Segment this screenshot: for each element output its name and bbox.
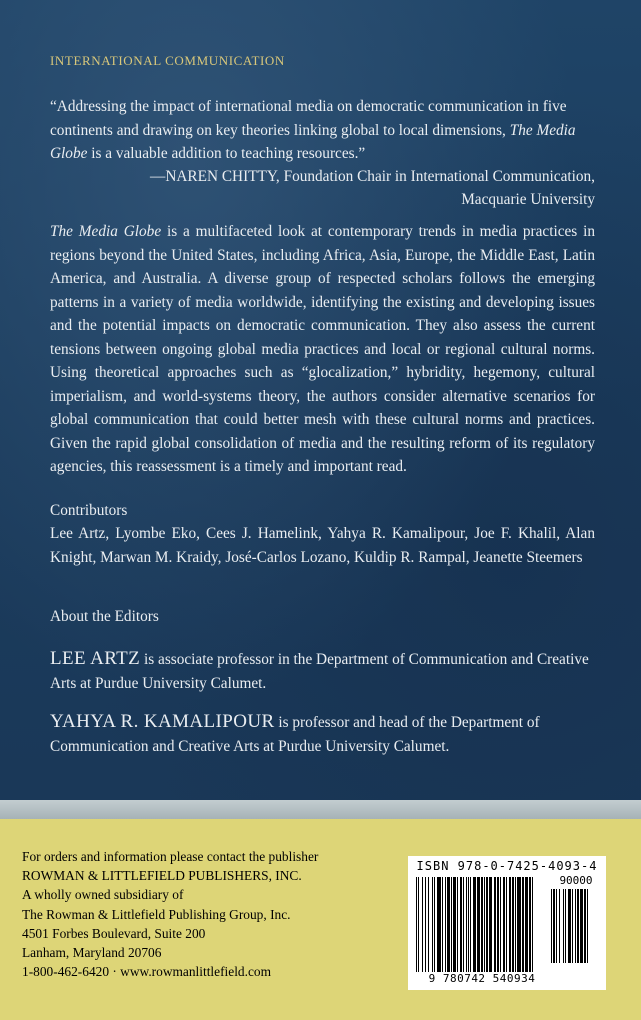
book-description — [50, 220, 595, 479]
barcode-bar — [453, 877, 456, 972]
quote-attribution: —NAREN CHITTY, Foundation Chair in International Communication, — [150, 168, 595, 185]
barcode-bar — [484, 877, 485, 972]
barcode-bar — [529, 877, 531, 972]
barcode-bar — [522, 877, 524, 972]
barcode-bar — [512, 877, 514, 972]
barcode-bar — [515, 877, 516, 972]
ean-digits: 9 780742 540934 — [428, 972, 536, 985]
barcode-bar — [416, 877, 417, 972]
barcode-bar — [447, 877, 450, 972]
barcode-bar — [481, 877, 483, 972]
barcode-bar — [437, 877, 441, 972]
barcode-bar — [580, 889, 583, 963]
quote-text-end: is a valuable addition to teaching resources.” — [87, 145, 366, 162]
contributors-heading: Contributors — [50, 502, 128, 519]
publisher-info — [22, 847, 318, 981]
barcode-bar — [577, 889, 579, 963]
barcode-bar — [425, 877, 426, 972]
publisher-phone-web: 1-800-462-6420 · www.rowmanlittlefield.com — [22, 964, 272, 980]
barcode-bar — [497, 877, 499, 972]
publisher-subsidiary-line: A wholly owned subsidiary of — [22, 887, 184, 903]
barcode-bar — [473, 877, 476, 972]
series-label: INTERNATIONAL COMMUNICATION — [50, 53, 285, 68]
barcode-bar — [486, 877, 488, 972]
barcode-bar — [460, 877, 462, 972]
contributors-list: Lee Artz, Lyombe Eko, Cees J. Hamelink, Yahya R. Kamalipour, Joe F. Khalil, Alan Knight, Marwan M. Kraidy, José-Carlos Lozano, Kuldip R. Rampal, Jeanette Steemers — [50, 525, 595, 566]
quote-book-title: The Media Globe — [50, 121, 576, 162]
editor-name: LEE ARTZ — [50, 648, 141, 669]
barcode-bars-icon — [416, 877, 546, 972]
quote-affiliation: Macquarie University — [461, 191, 595, 208]
barcode-bar — [575, 889, 576, 963]
barcode-bar — [422, 877, 423, 972]
barcode-bar — [463, 877, 464, 972]
barcode-bar — [494, 877, 496, 972]
publisher-group: The Rowman & Littlefield Publishing Group, Inc. — [22, 906, 291, 922]
editor-bio-text: is professor and head of the Department of Communication and Creative Arts at Purdue University Calumet. — [50, 714, 540, 755]
editor-bio — [50, 647, 595, 695]
barcode-bar — [559, 889, 560, 963]
barcode-bar — [489, 877, 492, 972]
barcode-bar — [572, 889, 573, 963]
barcode-bar — [587, 889, 588, 963]
barcode-bar — [532, 877, 533, 972]
barcode-bar — [568, 889, 571, 963]
barcode-bar — [503, 877, 505, 972]
publisher-name: ROWMAN & LITTLEFIELD PUBLISHERS, INC. — [22, 868, 302, 884]
barcode-bar — [451, 877, 452, 972]
publisher-street: 4501 Forbes Boulevard, Suite 200 — [22, 925, 206, 941]
description-text: is a multifaceted look at contemporary trends in media practices in regions beyond the United States, including Africa, Asia, Europe, the Middle East, Latin America, and Australia. A diverse group of respected scholars follows the emerging patterns in a variety of media worldwide, identifying the existing and developing issues and the potential impacts on democratic communication. They also assess the current tensions between ongoing global media practices and local or regional cultural norms. Using theoretical approaches such as “glocalization,” hybridity, hegemony, cultural imperialism, and world-systems theory, the authors consider alternative scenarios for global communication that could better mesh with these cultural norms and practices. Given the rapid global consolidation of media and the resulting reform of its regulatory agencies, this reassessment is a timely and important read. — [50, 223, 595, 475]
barcode-bar — [565, 889, 566, 963]
barcode-bar — [525, 877, 528, 972]
publisher-city: Lanham, Maryland 20706 — [22, 945, 162, 961]
editor-bio-text: is associate professor in the Department of Communication and Creative Arts at Purdue University Calumet. — [50, 651, 589, 692]
barcode-bar — [517, 877, 521, 972]
barcode-bar — [466, 877, 467, 972]
barcode-bar — [584, 889, 586, 963]
about-editors-heading: About the Editors — [50, 608, 159, 625]
barcode-bar — [428, 877, 429, 972]
barcode-addon-bars-icon — [551, 889, 599, 963]
barcode-bar — [477, 877, 480, 972]
barcode-bar — [418, 877, 419, 972]
barcode-bar — [470, 877, 471, 972]
publisher-contact-line: For orders and information please contact the publisher — [22, 849, 319, 864]
barcode-bar — [509, 877, 511, 972]
editor-bio — [50, 710, 595, 758]
price-addon-number: 90000 — [559, 874, 593, 887]
description-book-title: The Media Globe — [50, 223, 162, 240]
barcode-bar — [556, 889, 557, 963]
barcode-bar — [551, 889, 552, 963]
quote-text-start: “Addressing the impact of international media on democratic communication in five continents and drawing on key theories linking global to local dimensions, — [50, 98, 567, 139]
barcode-bar — [506, 877, 507, 972]
isbn-number: ISBN 978-0-7425-4093-4 — [416, 859, 598, 873]
barcode-bar — [457, 877, 458, 972]
barcode-bar — [468, 877, 469, 972]
barcode-bar — [563, 889, 564, 963]
endorsement-quote — [50, 95, 595, 166]
barcode-bar — [445, 877, 446, 972]
barcode-bar — [434, 877, 435, 972]
barcode-bar — [442, 877, 443, 972]
isbn-barcode — [408, 856, 606, 990]
barcode-bar — [553, 889, 555, 963]
editor-name: YAHYA R. KAMALIPOUR — [50, 711, 275, 732]
barcode-bar — [432, 877, 433, 972]
divider-strip — [0, 800, 641, 819]
barcode-bar — [500, 877, 501, 972]
